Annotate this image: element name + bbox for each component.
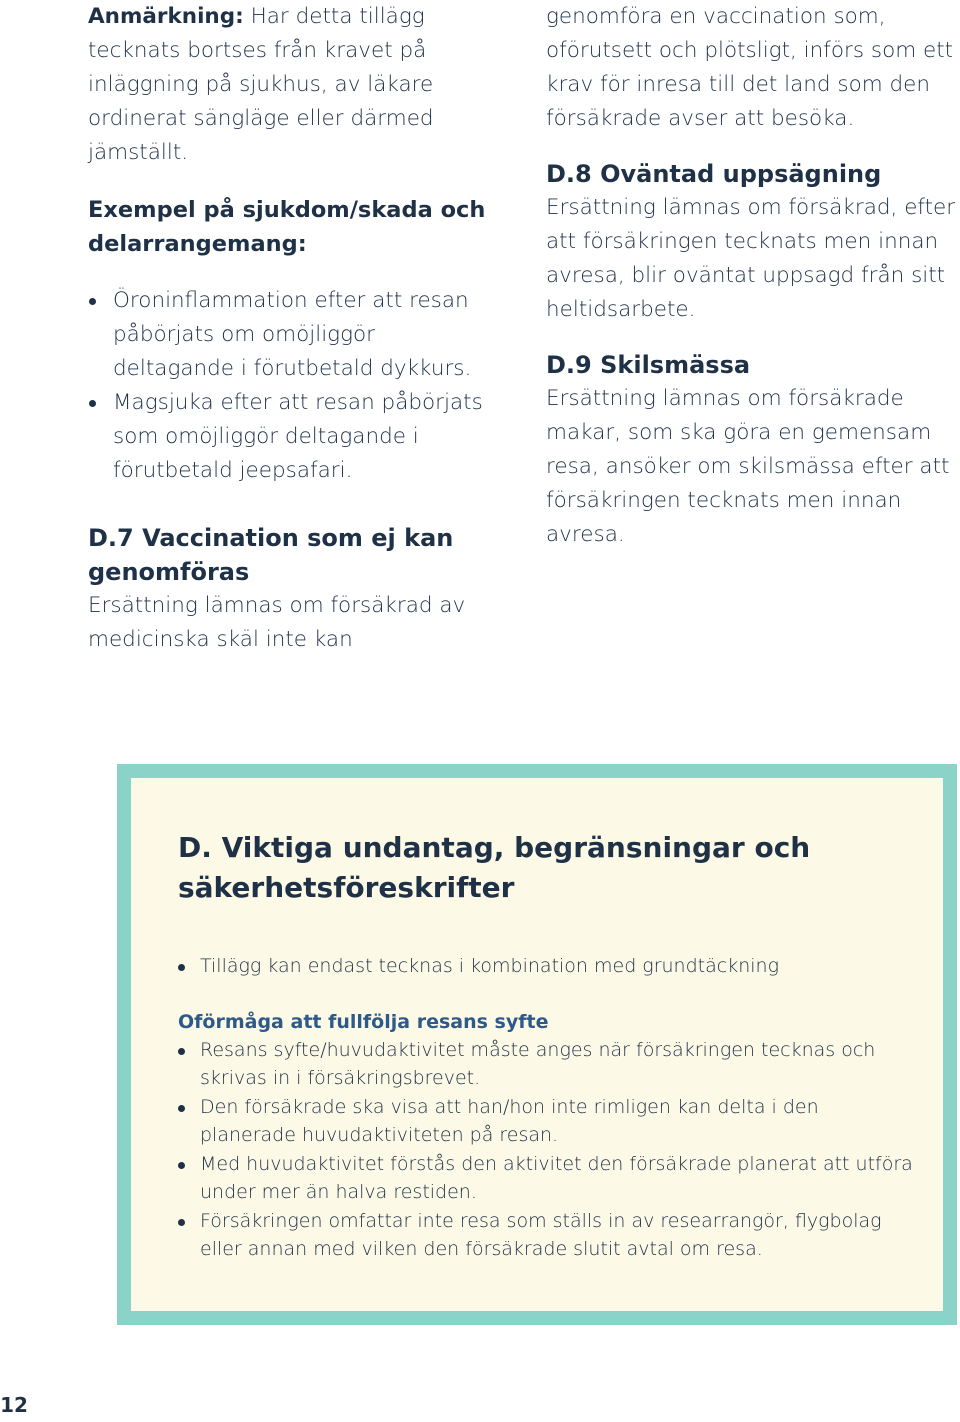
d8-heading: D.8 Oväntad uppsägning	[546, 160, 882, 188]
d7-text-continued: genomföra en vaccination som, oförutsett och plötsligt, införs som ett krav för inresa till det land som den försäkrade avser att besöka.	[546, 4, 954, 131]
list-item: Med huvudaktivitet förstås den aktivitet den försäkrade planerat att utföra under mer än halva restiden.	[152, 1150, 918, 1207]
box-intro-list	[152, 952, 918, 981]
note-paragraph	[88, 0, 498, 170]
list-item: Försäkringen omfattar inte resa som ställs in av researrangör, flygbolag eller annan med vilken den försäkrade slutit avtal om resa.	[152, 1207, 918, 1264]
list-item: Resans syfte/huvudaktivitet måste anges när försäkringen tecknas och skrivas in i försäkringsbrevet.	[152, 1036, 918, 1093]
d7-heading: D.7 Vaccination som ej kan genomföras	[88, 524, 454, 586]
box-items-list	[152, 1036, 918, 1264]
list-item: Öroninflammation efter att resan påbörjats om omöjliggör deltagande i förutbetald dykkurs.	[88, 284, 498, 386]
right-column	[546, 0, 960, 552]
d8-text: Ersättning lämnas om försäkrad, efter att försäkringen tecknats men innan avresa, blir oväntat uppsagd från sitt heltidsarbete.	[546, 195, 956, 322]
box-subheading: Oförmåga att fullfölja resans syfte	[178, 1010, 549, 1033]
examples-list	[88, 284, 498, 488]
page-number: 12	[0, 1393, 28, 1417]
d9-text: Ersättning lämnas om försäkrade makar, som ska göra en gemensam resa, ansöker om skilsmässa efter att försäkringen tecknats men innan avresa.	[546, 386, 950, 547]
d7-text-start: Ersättning lämnas om försäkrad av medicinska skäl inte kan	[88, 593, 466, 652]
box-title: D. Viktiga undantag, begränsningar och säkerhetsföreskrifter	[178, 831, 811, 904]
d9-heading: D.9 Skilsmässa	[546, 351, 751, 379]
list-item: Magsjuka efter att resan påbörjats som omöjliggör deltagande i förutbetald jeepsafari.	[88, 386, 498, 488]
left-column	[88, 0, 498, 657]
note-text: Har detta tillägg tecknats bortses från kravet på inläggning på sjukhus, av läkare ordinerat sängläge eller därmed jämställt.	[88, 4, 434, 165]
list-item: Tillägg kan endast tecknas i kombination med grundtäckning	[152, 952, 918, 981]
box-body	[178, 952, 918, 1264]
note-label: Anmärkning:	[88, 4, 244, 29]
list-item: Den försäkrade ska visa att han/hon inte rimligen kan delta i den planerade huvudaktiviteten på resan.	[152, 1093, 918, 1150]
examples-heading: Exempel på sjukdom/skada och delarrangemang:	[88, 197, 486, 257]
exceptions-box	[117, 764, 957, 1325]
